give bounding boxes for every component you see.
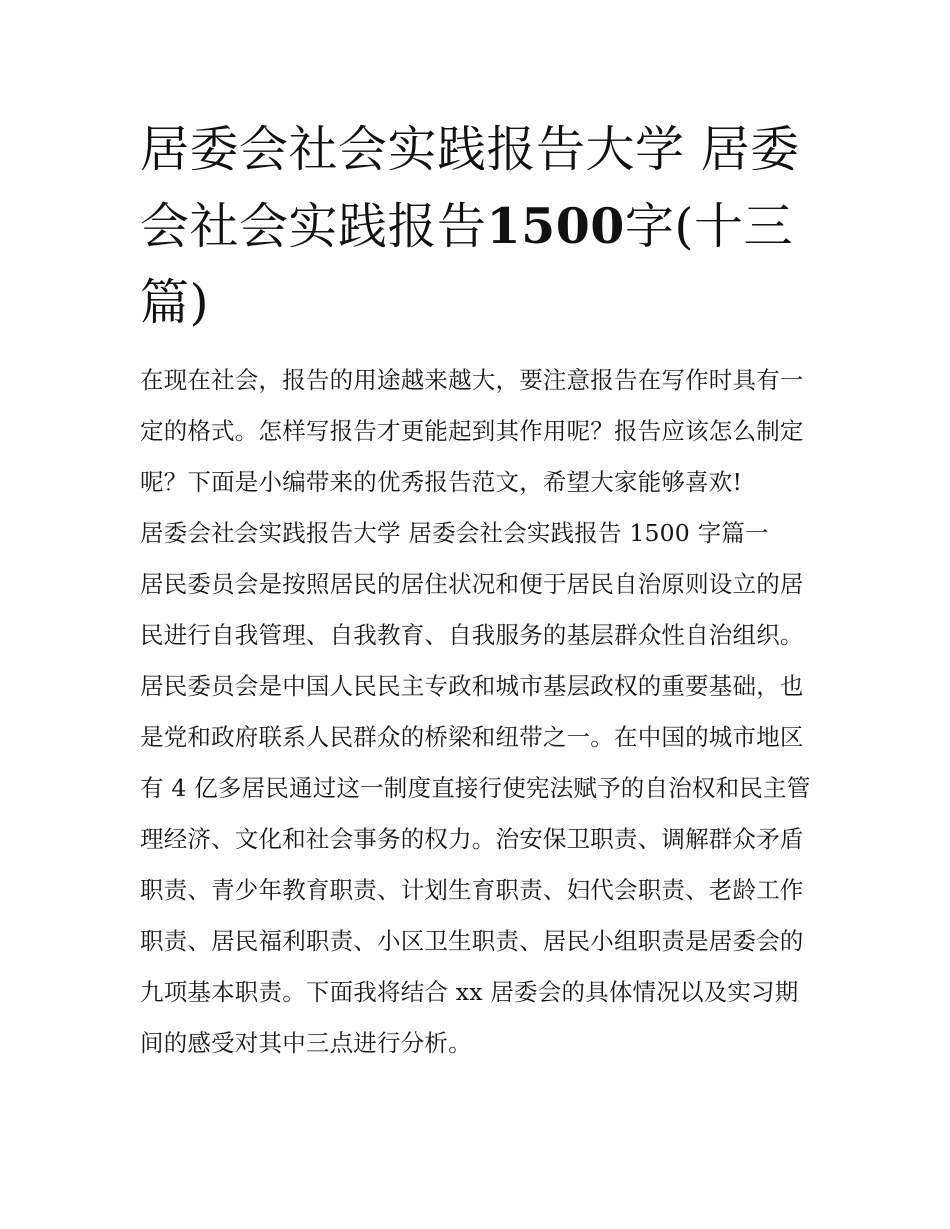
- title-text-part1: 居委会社会实践报告大学 居委会社会实践报告: [140, 121, 800, 255]
- document-page: [140, 112, 820, 1069]
- body-paragraph: 居民委员会是按照居民的居住状况和便于居民自治原则设立的居民进行自我管理、自我教育、自我服务的基层群众性自治组织。居民委员会是中国人民民主专政和城市基层政权的重要基础，也是党和政府联系人民群众的桥梁和纽带之一。在中国的城市地区有 4 亿多居民通过这一制度直接行使宪法赋予的自治权和民主管理经济、文化和社会事务的权力。治安保卫职责、调解群众矛盾职责、青少年教育职责、计划生育职责、妇代会职责、老龄工作职责、居民福利职责、小区卫生职责、居民小组职责是居委会的九项基本职责。下面我将结合 xx 居委会的具体情况以及实习期间的感受对其中三点进行分析。: [140, 570, 811, 1057]
- title-text-part2: 字(十三篇): [140, 198, 794, 331]
- section-heading: 居委会社会实践报告大学 居委会社会实践报告 1500 字篇一: [140, 519, 769, 547]
- intro-paragraph: 在现在社会，报告的用途越来越大，要注意报告在写作时具有一定的格式。怎样写报告才更能起到其作用呢？报告应该怎么制定呢？下面是小编带来的优秀报告范文，希望大家能够喜欢!: [140, 366, 804, 496]
- document-title: [140, 112, 820, 341]
- title-number: 1500: [486, 197, 625, 255]
